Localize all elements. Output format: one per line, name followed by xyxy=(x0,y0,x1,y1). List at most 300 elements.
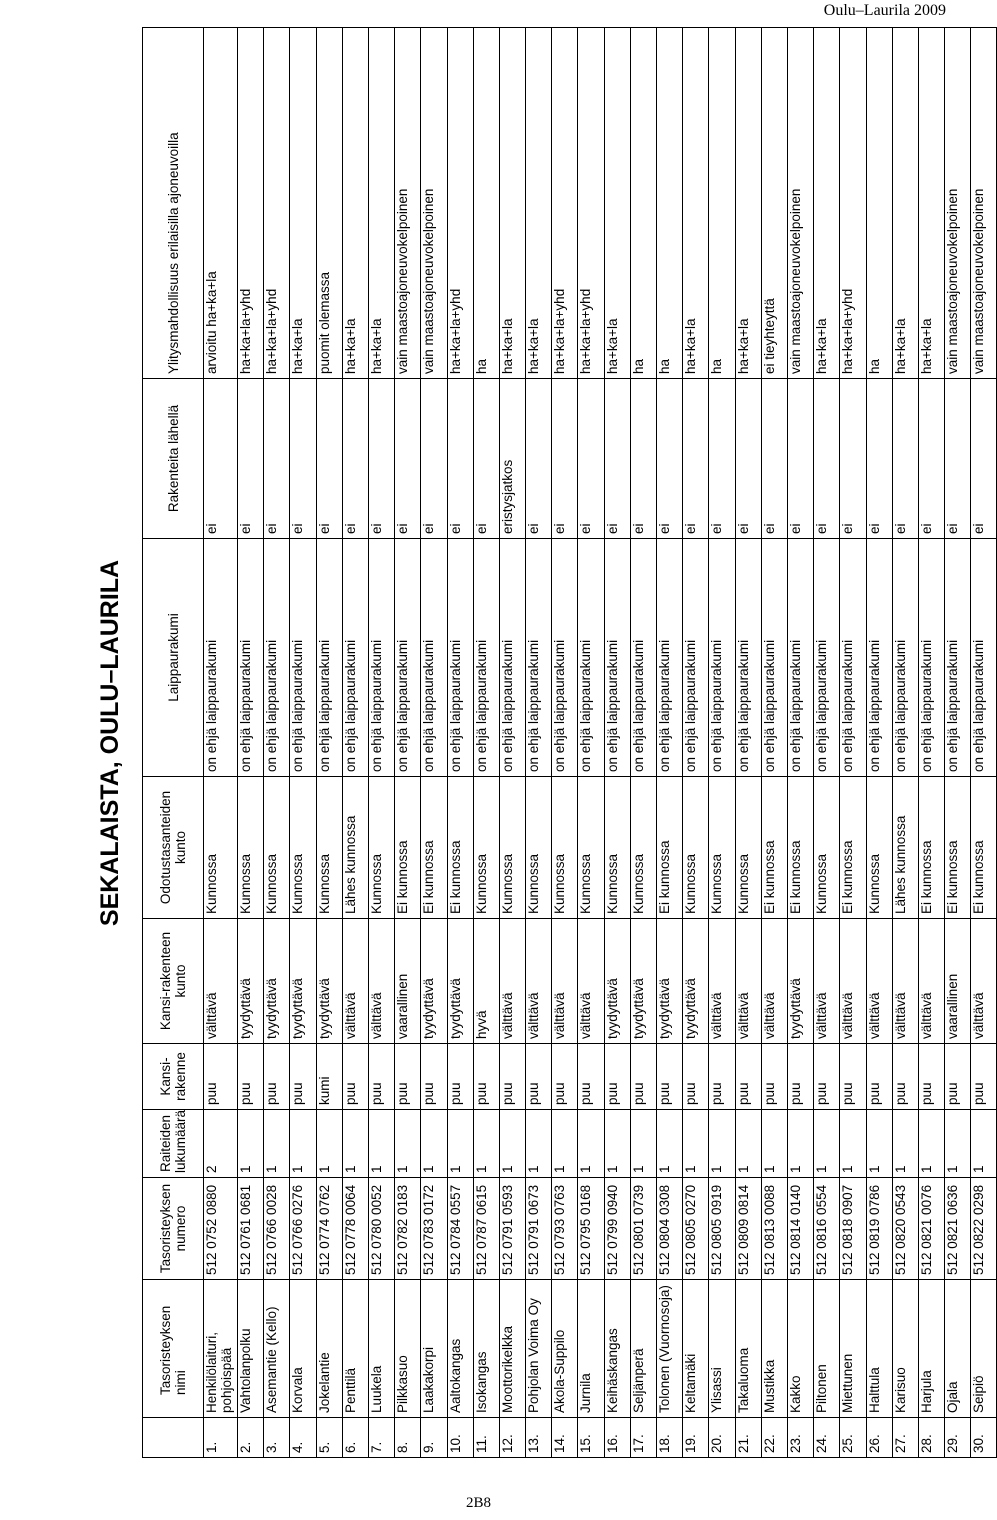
crossing-name-cell: Akola-Suppilo xyxy=(552,1280,578,1418)
track-count-cell: 1 xyxy=(735,1110,761,1178)
track-count-cell: 1 xyxy=(290,1110,316,1178)
deck-material-cell: puu xyxy=(814,1044,840,1110)
deck-condition-cell: välttävä xyxy=(892,919,918,1044)
deck-condition-cell: välttävä xyxy=(204,919,238,1044)
row-index-cell: 18. xyxy=(657,1418,683,1458)
crossing-number-cell: 512 0805 0919 xyxy=(709,1178,735,1280)
table-row xyxy=(866,28,892,1458)
nearby-structures-cell: ei xyxy=(473,379,499,539)
platform-condition-cell: Kunnossa xyxy=(526,777,552,919)
table-row xyxy=(657,28,683,1458)
deck-material-cell: puu xyxy=(421,1044,447,1110)
table-row xyxy=(447,28,473,1458)
crossing-name-cell: Seljänperä xyxy=(630,1280,656,1418)
col-header-platform-condition: Odotustasanteiden kunto xyxy=(143,777,204,919)
deck-material-cell: puu xyxy=(971,1044,997,1110)
table-row xyxy=(945,28,971,1458)
nearby-structures-cell: ei xyxy=(290,379,316,539)
crossing-number-cell: 512 0822 0298 xyxy=(971,1178,997,1280)
table-row xyxy=(971,28,997,1458)
track-count-cell: 1 xyxy=(630,1110,656,1178)
crossing-number-cell: 512 0813 0088 xyxy=(761,1178,787,1280)
track-count-cell: 1 xyxy=(918,1110,944,1178)
table-row xyxy=(814,28,840,1458)
deck-condition-cell: tyydyttävä xyxy=(657,919,683,1044)
table-row xyxy=(892,28,918,1458)
row-index-cell: 3. xyxy=(264,1418,290,1458)
flange-rubber-cell: on ehjä laippaurakumi xyxy=(368,539,394,777)
page-header: Oulu–Laurila 2009 xyxy=(823,2,946,19)
deck-condition-cell: välttävä xyxy=(971,919,997,1044)
nearby-structures-cell: ei xyxy=(578,379,604,539)
nearby-structures-cell: ei xyxy=(395,379,421,539)
crossing-capability-cell: ha xyxy=(866,28,892,379)
flange-rubber-cell: on ehjä laippaurakumi xyxy=(578,539,604,777)
deck-material-cell: puu xyxy=(657,1044,683,1110)
col-header-nearby-structures: Rakenteita lähellä xyxy=(143,379,204,539)
table-row xyxy=(473,28,499,1458)
table-row xyxy=(290,28,316,1458)
row-index-cell: 1. xyxy=(204,1418,238,1458)
nearby-structures-cell: ei xyxy=(238,379,264,539)
page-footer: 2B8 xyxy=(466,1495,492,1511)
crossing-capability-cell: ha+ka+la+yhd xyxy=(552,28,578,379)
table-row xyxy=(709,28,735,1458)
col-header-number: Tasoristeyksen numero xyxy=(143,1178,204,1280)
crossing-name-cell: Isokangas xyxy=(473,1280,499,1418)
crossing-capability-cell: ha+ka+la xyxy=(892,28,918,379)
table-header-row xyxy=(143,28,204,1458)
platform-condition-cell: Ei kunnossa xyxy=(945,777,971,919)
deck-material-cell: puu xyxy=(683,1044,709,1110)
platform-condition-cell: Kunnossa xyxy=(316,777,342,919)
crossing-name-cell: Tolonen (Vuornosoja) xyxy=(657,1280,683,1418)
crossing-number-cell: 512 0766 0028 xyxy=(264,1178,290,1280)
crossing-capability-cell: ha+ka+la xyxy=(814,28,840,379)
table-row xyxy=(552,28,578,1458)
crossing-name-cell: Takaluoma xyxy=(735,1280,761,1418)
nearby-structures-cell: ei xyxy=(630,379,656,539)
crossing-number-cell: 512 0821 0636 xyxy=(945,1178,971,1280)
nearby-structures-cell: ei xyxy=(709,379,735,539)
crossing-capability-cell: vain maastoajoneuvokelpoinen xyxy=(421,28,447,379)
crossing-name-cell: Luukela xyxy=(368,1280,394,1418)
flange-rubber-cell: on ehjä laippaurakumi xyxy=(840,539,866,777)
nearby-structures-cell: ei xyxy=(866,379,892,539)
crossing-capability-cell: vain maastoajoneuvokelpoinen xyxy=(971,28,997,379)
flange-rubber-cell: on ehjä laippaurakumi xyxy=(735,539,761,777)
crossing-number-cell: 512 0780 0052 xyxy=(368,1178,394,1280)
crossing-number-cell: 512 0791 0593 xyxy=(499,1178,525,1280)
crossing-capability-cell: arvioitu ha+ka+la xyxy=(204,28,238,379)
nearby-structures-cell: ei xyxy=(945,379,971,539)
track-count-cell: 1 xyxy=(683,1110,709,1178)
track-count-cell: 1 xyxy=(971,1110,997,1178)
deck-condition-cell: välttävä xyxy=(761,919,787,1044)
table-row xyxy=(761,28,787,1458)
row-index-cell: 8. xyxy=(395,1418,421,1458)
nearby-structures-cell: eristysjatkos xyxy=(499,379,525,539)
deck-material-cell: puu xyxy=(840,1044,866,1110)
crossing-capability-cell: vain maastoajoneuvokelpoinen xyxy=(787,28,813,379)
deck-material-cell: puu xyxy=(342,1044,368,1110)
nearby-structures-cell: ei xyxy=(316,379,342,539)
track-count-cell: 1 xyxy=(342,1110,368,1178)
crossing-number-cell: 512 0793 0763 xyxy=(552,1178,578,1280)
platform-condition-cell: Ei kunnossa xyxy=(918,777,944,919)
crossing-number-cell: 512 0787 0615 xyxy=(473,1178,499,1280)
deck-material-cell: puu xyxy=(735,1044,761,1110)
flange-rubber-cell: on ehjä laippaurakumi xyxy=(552,539,578,777)
crossing-number-cell: 512 0778 0064 xyxy=(342,1178,368,1280)
flange-rubber-cell: on ehjä laippaurakumi xyxy=(264,539,290,777)
crossing-capability-cell: ha+ka+la xyxy=(499,28,525,379)
track-count-cell: 1 xyxy=(526,1110,552,1178)
crossing-name-cell: Karisuo xyxy=(892,1280,918,1418)
platform-condition-cell: Kunnossa xyxy=(709,777,735,919)
deck-condition-cell: välttävä xyxy=(368,919,394,1044)
track-count-cell: 1 xyxy=(866,1110,892,1178)
nearby-structures-cell: ei xyxy=(683,379,709,539)
deck-condition-cell: välttävä xyxy=(840,919,866,1044)
flange-rubber-cell: on ehjä laippaurakumi xyxy=(657,539,683,777)
nearby-structures-cell: ei xyxy=(840,379,866,539)
track-count-cell: 1 xyxy=(657,1110,683,1178)
platform-condition-cell: Kunnossa xyxy=(499,777,525,919)
nearby-structures-cell: ei xyxy=(368,379,394,539)
row-index-cell: 23. xyxy=(787,1418,813,1458)
platform-condition-cell: Kunnossa xyxy=(204,777,238,919)
track-count-cell: 1 xyxy=(499,1110,525,1178)
crossing-number-cell: 512 0820 0543 xyxy=(892,1178,918,1280)
platform-condition-cell: Kunnossa xyxy=(473,777,499,919)
crossing-name-cell: Aaltokangas xyxy=(447,1280,473,1418)
crossing-name-cell: Keltamäki xyxy=(683,1280,709,1418)
track-count-cell: 1 xyxy=(814,1110,840,1178)
col-header-deck: Kansi-rakenne xyxy=(143,1044,204,1110)
crossing-name-cell: Harjula xyxy=(918,1280,944,1418)
deck-material-cell: puu xyxy=(552,1044,578,1110)
crossing-name-cell: Ylisassi xyxy=(709,1280,735,1418)
deck-material-cell: puu xyxy=(264,1044,290,1110)
crossing-number-cell: 512 0782 0183 xyxy=(395,1178,421,1280)
deck-material-cell: puu xyxy=(447,1044,473,1110)
platform-condition-cell: Ei kunnossa xyxy=(447,777,473,919)
track-count-cell: 1 xyxy=(945,1110,971,1178)
platform-condition-cell: Kunnossa xyxy=(552,777,578,919)
flange-rubber-cell: on ehjä laippaurakumi xyxy=(945,539,971,777)
row-index-cell: 10. xyxy=(447,1418,473,1458)
nearby-structures-cell: ei xyxy=(761,379,787,539)
flange-rubber-cell: on ehjä laippaurakumi xyxy=(892,539,918,777)
platform-condition-cell: Ei kunnossa xyxy=(840,777,866,919)
deck-condition-cell: tyydyttävä xyxy=(290,919,316,1044)
table-row xyxy=(604,28,630,1458)
track-count-cell: 1 xyxy=(709,1110,735,1178)
table-row xyxy=(316,28,342,1458)
row-index-cell: 29. xyxy=(945,1418,971,1458)
crossing-number-cell: 512 0814 0140 xyxy=(787,1178,813,1280)
deck-condition-cell: tyydyttävä xyxy=(238,919,264,1044)
crossing-name-cell: Asemantie (Kello) xyxy=(264,1280,290,1418)
flange-rubber-cell: on ehjä laippaurakumi xyxy=(971,539,997,777)
deck-material-cell: puu xyxy=(473,1044,499,1110)
platform-condition-cell: Ei kunnossa xyxy=(761,777,787,919)
deck-material-cell: puu xyxy=(709,1044,735,1110)
crossing-capability-cell: ha xyxy=(473,28,499,379)
platform-condition-cell: Kunnossa xyxy=(866,777,892,919)
row-index-cell: 26. xyxy=(866,1418,892,1458)
deck-condition-cell: välttävä xyxy=(709,919,735,1044)
crossing-name-cell: Henkilölaituri, pohjoispää xyxy=(204,1280,238,1418)
deck-material-cell: puu xyxy=(866,1044,892,1110)
row-index-cell: 25. xyxy=(840,1418,866,1458)
crossing-number-cell: 512 0791 0673 xyxy=(526,1178,552,1280)
crossing-capability-cell: ha+ka+la xyxy=(342,28,368,379)
table-row xyxy=(421,28,447,1458)
deck-material-cell: puu xyxy=(526,1044,552,1110)
nearby-structures-cell: ei xyxy=(657,379,683,539)
crossing-capability-cell: ha+ka+la+yhd xyxy=(264,28,290,379)
crossing-capability-cell: ha xyxy=(657,28,683,379)
crossing-capability-cell: ha+ka+la xyxy=(735,28,761,379)
table-row xyxy=(787,28,813,1458)
nearby-structures-cell: ei xyxy=(204,379,238,539)
crossing-number-cell: 512 0818 0907 xyxy=(840,1178,866,1280)
deck-condition-cell: välttävä xyxy=(552,919,578,1044)
track-count-cell: 1 xyxy=(552,1110,578,1178)
crossing-number-cell: 512 0774 0762 xyxy=(316,1178,342,1280)
row-index-cell: 20. xyxy=(709,1418,735,1458)
deck-material-cell: puu xyxy=(787,1044,813,1110)
platform-condition-cell: Ei kunnossa xyxy=(787,777,813,919)
crossing-number-cell: 512 0821 0076 xyxy=(918,1178,944,1280)
deck-material-cell: puu xyxy=(368,1044,394,1110)
platform-condition-cell: Kunnossa xyxy=(264,777,290,919)
nearby-structures-cell: ei xyxy=(892,379,918,539)
table-row xyxy=(840,28,866,1458)
col-header-name: Tasoristeyksen nimi xyxy=(143,1280,204,1418)
crossing-name-cell: Kakko xyxy=(787,1280,813,1418)
row-index-cell: 24. xyxy=(814,1418,840,1458)
nearby-structures-cell: ei xyxy=(735,379,761,539)
nearby-structures-cell: ei xyxy=(971,379,997,539)
track-count-cell: 1 xyxy=(264,1110,290,1178)
table-row xyxy=(499,28,525,1458)
flange-rubber-cell: on ehjä laippaurakumi xyxy=(447,539,473,777)
platform-condition-cell: Kunnossa xyxy=(238,777,264,919)
track-count-cell: 1 xyxy=(578,1110,604,1178)
crossing-capability-cell: puomit olemassa xyxy=(316,28,342,379)
deck-condition-cell: välttävä xyxy=(578,919,604,1044)
deck-material-cell: puu xyxy=(204,1044,238,1110)
nearby-structures-cell: ei xyxy=(918,379,944,539)
deck-material-cell: puu xyxy=(238,1044,264,1110)
crossing-number-cell: 512 0784 0557 xyxy=(447,1178,473,1280)
table-row xyxy=(368,28,394,1458)
col-header-flange-rubber: Laippaurakumi xyxy=(143,539,204,777)
row-index-cell: 2. xyxy=(238,1418,264,1458)
row-index-cell: 21. xyxy=(735,1418,761,1458)
flange-rubber-cell: on ehjä laippaurakumi xyxy=(238,539,264,777)
row-index-cell: 22. xyxy=(761,1418,787,1458)
row-index-cell: 6. xyxy=(342,1418,368,1458)
flange-rubber-cell: on ehjä laippaurakumi xyxy=(814,539,840,777)
platform-condition-cell: Ei kunnossa xyxy=(395,777,421,919)
crossing-name-cell: Piltonen xyxy=(814,1280,840,1418)
flange-rubber-cell: on ehjä laippaurakumi xyxy=(499,539,525,777)
flange-rubber-cell: on ehjä laippaurakumi xyxy=(395,539,421,777)
platform-condition-cell: Lähes kunnossa xyxy=(892,777,918,919)
deck-material-cell: puu xyxy=(604,1044,630,1110)
table-row xyxy=(735,28,761,1458)
crossing-name-cell: Jurnila xyxy=(578,1280,604,1418)
nearby-structures-cell: ei xyxy=(787,379,813,539)
deck-material-cell: kumi xyxy=(316,1044,342,1110)
flange-rubber-cell: on ehjä laippaurakumi xyxy=(290,539,316,777)
deck-condition-cell: välttävä xyxy=(866,919,892,1044)
platform-condition-cell: Kunnossa xyxy=(683,777,709,919)
deck-condition-cell: tyydyttävä xyxy=(630,919,656,1044)
deck-condition-cell: välttävä xyxy=(735,919,761,1044)
flange-rubber-cell: on ehjä laippaurakumi xyxy=(204,539,238,777)
deck-material-cell: puu xyxy=(761,1044,787,1110)
deck-condition-cell: tyydyttävä xyxy=(787,919,813,1044)
deck-material-cell: puu xyxy=(892,1044,918,1110)
table-row xyxy=(204,28,238,1458)
flange-rubber-cell: on ehjä laippaurakumi xyxy=(473,539,499,777)
crossing-name-cell: Seipiö xyxy=(971,1280,997,1418)
crossing-number-cell: 512 0816 0554 xyxy=(814,1178,840,1280)
crossing-name-cell: Miettunen xyxy=(840,1280,866,1418)
flange-rubber-cell: on ehjä laippaurakumi xyxy=(683,539,709,777)
deck-condition-cell: hyvä xyxy=(473,919,499,1044)
deck-condition-cell: tyydyttävä xyxy=(316,919,342,1044)
track-count-cell: 1 xyxy=(316,1110,342,1178)
crossing-name-cell: Mustikka xyxy=(761,1280,787,1418)
crossing-number-cell: 512 0799 0940 xyxy=(604,1178,630,1280)
row-index-cell: 5. xyxy=(316,1418,342,1458)
crossing-name-cell: Vahtolanpolku xyxy=(238,1280,264,1418)
crossing-number-cell: 512 0805 0270 xyxy=(683,1178,709,1280)
crossing-number-cell: 512 0783 0172 xyxy=(421,1178,447,1280)
crossing-name-cell: Jokelantie xyxy=(316,1280,342,1418)
flange-rubber-cell: on ehjä laippaurakumi xyxy=(918,539,944,777)
track-count-cell: 1 xyxy=(447,1110,473,1178)
row-index-cell: 11. xyxy=(473,1418,499,1458)
table-row xyxy=(264,28,290,1458)
crossing-name-cell: Korvala xyxy=(290,1280,316,1418)
table-row xyxy=(683,28,709,1458)
deck-condition-cell: tyydyttävä xyxy=(447,919,473,1044)
crossing-number-cell: 512 0752 0880 xyxy=(204,1178,238,1280)
row-index-cell: 17. xyxy=(630,1418,656,1458)
nearby-structures-cell: ei xyxy=(264,379,290,539)
crossing-number-cell: 512 0819 0786 xyxy=(866,1178,892,1280)
deck-condition-cell: välttävä xyxy=(918,919,944,1044)
crossing-capability-cell: ha xyxy=(709,28,735,379)
flange-rubber-cell: on ehjä laippaurakumi xyxy=(316,539,342,777)
deck-condition-cell: tyydyttävä xyxy=(264,919,290,1044)
table-body xyxy=(204,28,997,1458)
crossing-number-cell: 512 0804 0308 xyxy=(657,1178,683,1280)
crossing-name-cell: Halttula xyxy=(866,1280,892,1418)
deck-material-cell: puu xyxy=(578,1044,604,1110)
deck-condition-cell: vaarallinen xyxy=(395,919,421,1044)
crossing-capability-cell: ha+ka+la xyxy=(604,28,630,379)
crossing-capability-cell: ha+ka+la+yhd xyxy=(840,28,866,379)
row-index-cell: 9. xyxy=(421,1418,447,1458)
platform-condition-cell: Ei kunnossa xyxy=(971,777,997,919)
table-row xyxy=(630,28,656,1458)
crossing-capability-cell: ha+ka+la xyxy=(918,28,944,379)
crossing-name-cell: Ojala xyxy=(945,1280,971,1418)
crossing-capability-cell: ha+ka+la xyxy=(368,28,394,379)
deck-condition-cell: tyydyttävä xyxy=(421,919,447,1044)
platform-condition-cell: Kunnossa xyxy=(814,777,840,919)
flange-rubber-cell: on ehjä laippaurakumi xyxy=(787,539,813,777)
row-index-cell: 12. xyxy=(499,1418,525,1458)
table-row xyxy=(342,28,368,1458)
crossing-name-cell: Keihäskangas xyxy=(604,1280,630,1418)
track-count-cell: 2 xyxy=(204,1110,238,1178)
row-index-cell: 30. xyxy=(971,1418,997,1458)
deck-condition-cell: tyydyttävä xyxy=(683,919,709,1044)
crossing-number-cell: 512 0766 0276 xyxy=(290,1178,316,1280)
track-count-cell: 1 xyxy=(473,1110,499,1178)
nearby-structures-cell: ei xyxy=(814,379,840,539)
col-header-crossing-capability: Ylitysmahdollisuus erilaisilla ajoneuvoilla xyxy=(143,28,204,379)
level-crossing-table xyxy=(142,27,997,1458)
crossing-capability-cell: ha+ka+la+yhd xyxy=(238,28,264,379)
row-index-cell: 15. xyxy=(578,1418,604,1458)
deck-material-cell: puu xyxy=(499,1044,525,1110)
track-count-cell: 1 xyxy=(892,1110,918,1178)
flange-rubber-cell: on ehjä laippaurakumi xyxy=(761,539,787,777)
platform-condition-cell: Lähes kunnossa xyxy=(342,777,368,919)
table-row xyxy=(918,28,944,1458)
col-header-deck-condition: Kansi-rakenteen kunto xyxy=(143,919,204,1044)
crossing-capability-cell: ha+ka+la xyxy=(526,28,552,379)
deck-condition-cell: välttävä xyxy=(499,919,525,1044)
track-count-cell: 1 xyxy=(421,1110,447,1178)
row-index-cell: 4. xyxy=(290,1418,316,1458)
deck-material-cell: puu xyxy=(395,1044,421,1110)
crossing-capability-cell: ei tieyhteyttä xyxy=(761,28,787,379)
row-index-cell: 16. xyxy=(604,1418,630,1458)
rotated-page xyxy=(80,28,987,1458)
nearby-structures-cell: ei xyxy=(604,379,630,539)
row-index-cell: 27. xyxy=(892,1418,918,1458)
row-index-cell: 19. xyxy=(683,1418,709,1458)
flange-rubber-cell: on ehjä laippaurakumi xyxy=(526,539,552,777)
page-title: SEKALAISTA, OULU–LAURILA xyxy=(95,559,124,927)
crossing-number-cell: 512 0801 0739 xyxy=(630,1178,656,1280)
track-count-cell: 1 xyxy=(761,1110,787,1178)
deck-condition-cell: vaarallinen xyxy=(945,919,971,1044)
crossing-number-cell: 512 0795 0168 xyxy=(578,1178,604,1280)
crossing-capability-cell: ha+ka+la+yhd xyxy=(578,28,604,379)
table-row xyxy=(578,28,604,1458)
col-header-index xyxy=(143,1418,204,1458)
crossing-capability-cell: vain maastoajoneuvokelpoinen xyxy=(395,28,421,379)
track-count-cell: 1 xyxy=(368,1110,394,1178)
platform-condition-cell: Kunnossa xyxy=(604,777,630,919)
deck-condition-cell: tyydyttävä xyxy=(604,919,630,1044)
table-row xyxy=(395,28,421,1458)
crossing-capability-cell: ha+ka+la xyxy=(290,28,316,379)
nearby-structures-cell: ei xyxy=(342,379,368,539)
